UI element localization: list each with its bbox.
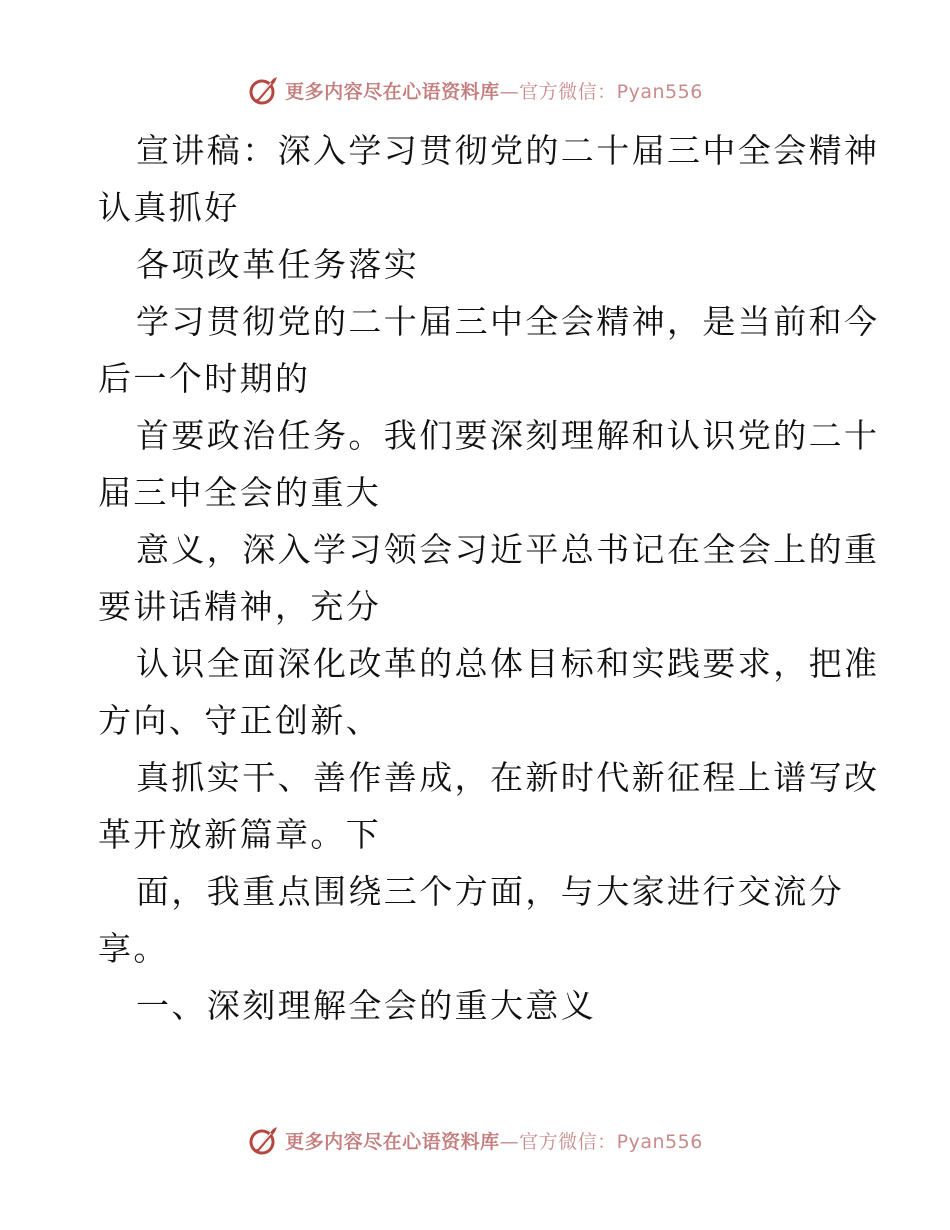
header-watermark: [0, 70, 950, 110]
watermark-text: 更多内容尽在心语资料库—官方微信：Pyan556: [285, 1130, 703, 1153]
quill-logo-icon: [247, 73, 281, 107]
title-line-3: 各项改革任务落实: [136, 245, 420, 284]
section-heading: 一、深刻理解全会的重大意义: [136, 986, 597, 1025]
paragraph-line: 学习贯彻党的二十届三中全会精神，是当前和今: [136, 302, 880, 341]
title-line-2: 认真抓好: [98, 188, 240, 227]
paragraph-line: 方向、守正创新、: [98, 701, 382, 740]
paragraph-line: 享。: [98, 929, 169, 968]
paragraph-line: 意义，深入学习领会习近平总书记在全会上的重: [136, 530, 880, 569]
paragraph-line: 认识全面深化改革的总体目标和实践要求，把准: [136, 644, 880, 683]
title-line-1: 宣讲稿：深入学习贯彻党的二十届三中全会精神: [136, 131, 880, 170]
paragraph-line: 要讲话精神，充分: [98, 587, 382, 626]
quill-logo-icon: [247, 1123, 281, 1157]
paragraph-line: 届三中全会的重大: [98, 473, 382, 512]
paragraph-line: 后一个时期的: [98, 359, 311, 398]
paragraph-line: 真抓实干、善作善成，在新时代新征程上谱写改: [136, 758, 880, 797]
paragraph-line: 首要政治任务。我们要深刻理解和认识党的二十: [136, 416, 880, 455]
paragraph-line: 面，我重点围绕三个方面，与大家进行交流分: [136, 872, 844, 911]
document-body: [98, 122, 880, 1034]
paragraph-line: 革开放新篇章。下: [98, 815, 382, 854]
footer-watermark: [0, 1120, 950, 1160]
watermark-text: 更多内容尽在心语资料库—官方微信：Pyan556: [285, 80, 703, 103]
